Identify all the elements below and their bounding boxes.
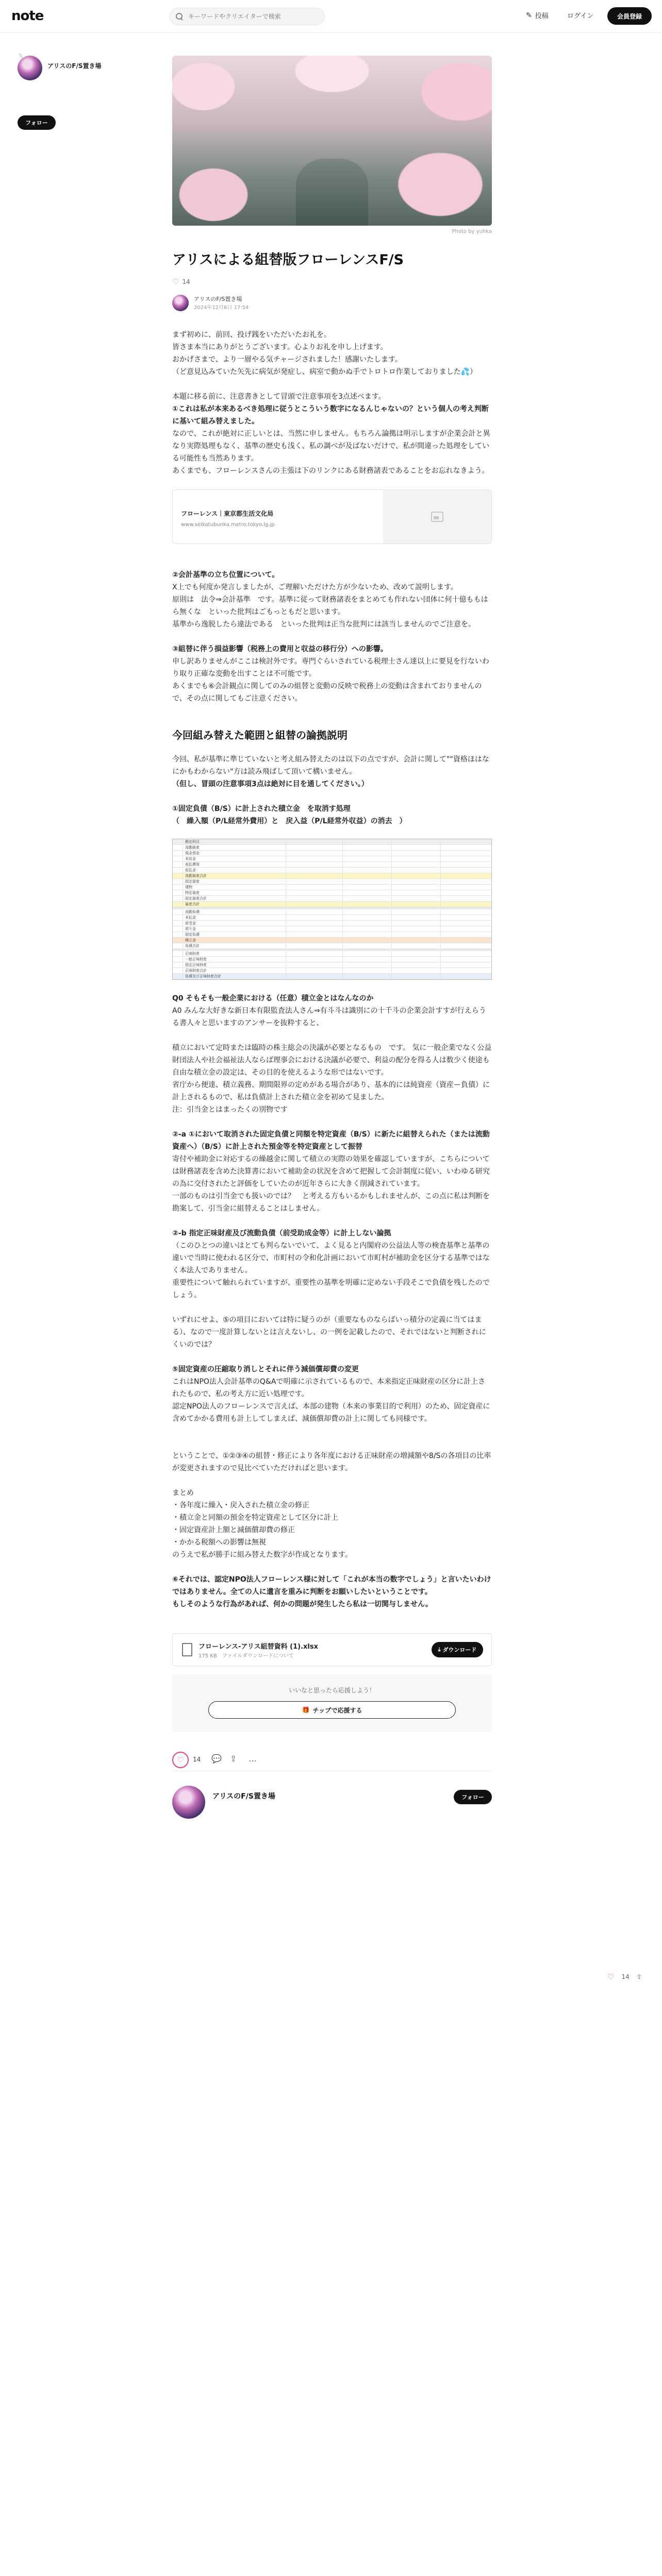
x-share-icon[interactable]: 𝕏 [19, 53, 23, 59]
sheet-cell [343, 926, 392, 931]
sheet-cell [392, 890, 441, 895]
sheet-cell [343, 845, 392, 850]
sheet-cell [441, 868, 491, 873]
sheet-cell: 流動負債 [183, 909, 286, 914]
sheet-cell [173, 879, 183, 884]
sheet-cell: 流動資産 [183, 845, 286, 850]
sheet-cell [286, 839, 343, 844]
sheet-cell: 仮払金 [183, 868, 286, 873]
sheet-cell [392, 856, 441, 861]
sheet-cell [343, 921, 392, 926]
likes-count: 14 [182, 278, 190, 285]
floating-share-icon[interactable]: ⇪ [636, 1973, 642, 1980]
sheet-cell [441, 943, 491, 948]
paragraph: （ 繰入額（P/L経常外費用）と 戻入益（P/L経常外収益）の消去 ） [172, 817, 407, 825]
sheet-row [173, 868, 491, 873]
support-text: いいなと思ったら応援しよう！ [288, 1687, 375, 1694]
sheet-cell [173, 902, 183, 907]
sheet-cell [392, 845, 441, 850]
sheet-cell [441, 873, 491, 878]
paragraph: A0 みんな大好きな新日本有限監査法人さん⇒有斗斗は識別にの十千斗の企業会計すすが行えらうる書人々と思いますのアンサーを抜粋すると、 [172, 1007, 486, 1027]
sheet-row [173, 921, 491, 926]
action-bar [172, 1751, 492, 1771]
post-label: 投稿 [535, 12, 549, 20]
sheet-cell [392, 938, 441, 943]
side-author-panel [18, 53, 126, 126]
sheet-cell [343, 915, 392, 920]
author-name[interactable]: アリスのF/S置き場 [194, 296, 242, 302]
sheet-cell [173, 932, 183, 937]
sheet-cell [441, 932, 491, 937]
summary-title: まとめ [172, 1489, 194, 1497]
paragraph: ②会計基準の立ち位置について。 [172, 571, 279, 579]
sheet-cell [173, 909, 183, 914]
sheet-cell [286, 915, 343, 920]
download-button[interactable] [432, 1642, 483, 1657]
attachment-name: フローレンス-アリス組替資料 (1).xlsx [198, 1643, 318, 1651]
sheet-cell [392, 951, 441, 956]
paragraph: 本題に移る前に、注意書きとして冒頭で注意事項を3点述べます。 [172, 393, 386, 401]
link-card-url: www.seikatubunka.metro.tokyo.lg.jp [181, 522, 275, 528]
sheet-row [173, 885, 491, 890]
sheet-row [173, 951, 491, 957]
sheet-cell [343, 951, 392, 956]
author-avatar[interactable] [172, 295, 189, 311]
hero-image [172, 56, 492, 226]
sheet-cell [173, 851, 183, 856]
sheet-cell [173, 962, 183, 968]
sheet-row [173, 932, 491, 938]
sheet-cell [392, 957, 441, 962]
sheet-cell [286, 974, 343, 979]
sheet-cell [343, 957, 392, 962]
sheet-cell [286, 943, 343, 948]
paragraph: ⑥それでは、認定NPO法人フローレンス様に対して「これが本当の数字でしょう」と言いたいわけではありません。全ての人に遺言を重みに判断をお願いしたいということです。 [172, 1575, 491, 1596]
sheet-cell [392, 943, 441, 948]
sheet-cell [343, 943, 392, 948]
sheet-cell [441, 974, 491, 979]
sheet-cell [286, 968, 343, 973]
link-card-title: フローレンス｜東京都生活文化局 [181, 510, 274, 517]
login-link[interactable]: ログイン [567, 12, 594, 20]
sheet-cell: 現金預金 [183, 851, 286, 856]
sheet-cell [286, 909, 343, 914]
sheet-cell [286, 926, 343, 931]
paragraph: 重要性について触れられていますが、重要性の基準を明確に定めない手段そこで負債を残したのでしょう。 [172, 1279, 490, 1299]
paragraph: 積立において定時または臨時の株主総会の決議が必要となるもの です。 気に一般企業でなく公益財団法人や社会福祉法人ならば理事会における決議が必要で、利益の配分を得る人は数少く使途も自由な積立金の設定は、その目的を使えるような形ではないです。 [172, 1044, 492, 1077]
paragraph: ③組替に伴う損益影響（税務上の費用と収益の移行分）への影響。 [172, 645, 388, 653]
paragraph: これはNPO法人会計基準のQ&Aで明確に示されているもので、本来指定正味財産の区分に計上されたもので、私の考え方に近い処理です。 [172, 1378, 486, 1398]
sheet-cell [441, 845, 491, 850]
sheet-cell: 負債及び正味財産合計 [183, 974, 286, 979]
paragraph: Q0 そもそも一般企業における（任意）積立金とはなんなのか [172, 994, 374, 1003]
support-box [172, 1674, 492, 1732]
summary-item: のうえで私が勝手に組み替えた数字が作成となります。 [172, 1551, 352, 1559]
search-icon [176, 13, 183, 20]
footer-follow-button[interactable]: フォロー [454, 1790, 492, 1804]
floating-actions [607, 1972, 642, 1981]
sheet-cell [441, 839, 491, 844]
search-box[interactable] [169, 8, 325, 25]
paragraph: X上でも何度か発言しましたが、ご理解いただけた方が少ないため、改めて説明します。 [172, 583, 458, 591]
sheet-cell [173, 915, 183, 920]
photo-credit[interactable]: Photo by yuhka [452, 229, 492, 234]
sheet-row [173, 938, 491, 943]
sheet-cell [441, 968, 491, 973]
sheet-row [173, 926, 491, 932]
sheet-cell [392, 873, 441, 878]
sheet-cell [286, 921, 343, 926]
sheet-cell [343, 902, 392, 907]
sheet-row [173, 851, 491, 856]
sheet-cell [441, 885, 491, 890]
sheet-cell [343, 974, 392, 979]
likes-row [172, 277, 492, 286]
paragraph: まず初めに、前回、投げ銭をいただいたお礼を。 [172, 331, 331, 339]
sheet-cell [441, 957, 491, 962]
sheet-cell [286, 951, 343, 956]
sheet-cell [286, 932, 343, 937]
sheet-cell [173, 890, 183, 895]
sheet-cell [392, 932, 441, 937]
tip-label: チップで応援する [312, 1706, 362, 1714]
sheet-cell: 固定資産合計 [183, 896, 286, 901]
sheet-cell [441, 851, 491, 856]
download-label: ダウンロード [442, 1647, 477, 1653]
paragraph: おかげさまで、より一層やる気チャージされました！感謝いたします。 [172, 355, 402, 364]
link-card[interactable] [172, 489, 492, 544]
sheet-cell [441, 862, 491, 867]
sheet-cell: 建物 [183, 885, 286, 890]
sheet-cell [173, 885, 183, 890]
top-header [0, 0, 662, 33]
sheet-cell: 固定資産 [183, 879, 286, 884]
note-logo[interactable]: note [11, 8, 44, 24]
link-card-thumb [383, 490, 491, 544]
paragraph: 一部のものは引当金でも扱いのでは？ と考える方もいるかもしれませんが、この点に私は判断を勘案して、引当金に組替えることはしません。 [172, 1192, 490, 1213]
paragraph: もしそのような行為があれば、何かの問題が発生したら私は一切関与しません。 [172, 1600, 433, 1608]
paragraph: 皆さま本当にありがとうございます。心よりお礼を申し上げます。 [172, 343, 388, 351]
sheet-cell: 負債合計 [183, 943, 286, 948]
sheet-cell: 預り金 [183, 926, 286, 931]
paragraph: ①これは私が本来あるべき処理に従うとこういう数字になるんじゃないの？という個人の考え判断に基いて組み替えました。 [172, 405, 489, 426]
sheet-cell [173, 839, 183, 844]
sheet-cell [392, 974, 441, 979]
search-input[interactable] [188, 13, 312, 20]
paragraph: ということで、①②③④の組替・修正により各年度における正味財産の増減額や8/Sの各項目の比率が変更されますので見比べていただければと思います。 [172, 1452, 491, 1472]
heart-icon[interactable]: ♡ [172, 277, 179, 286]
sheet-cell [343, 851, 392, 856]
footer-author-name[interactable]: アリスのF/S置き場 [212, 1792, 275, 1801]
sheet-cell [173, 921, 183, 926]
sheet-cell [392, 909, 441, 914]
sheet-cell [392, 896, 441, 901]
sheet-cell [392, 862, 441, 867]
sheet-cell [441, 938, 491, 943]
sheet-cell: 正味財産 [183, 951, 286, 956]
section-heading: 今回組み替えた範囲と組替の論拠説明 [172, 729, 347, 741]
sheet-cell [441, 902, 491, 907]
sheet-cell [173, 957, 183, 962]
sheet-cell [441, 921, 491, 926]
sheet-cell [343, 962, 392, 968]
paragraph: いずれにせよ、⑤の項目においては特に疑うのが（重要なものならばいっ積分の定義に当てはまる）、なので一度計算しないとは言えないし、の一例を記載したので、それではないと判断されにくいのでは？ [172, 1316, 486, 1349]
sheet-row [173, 856, 491, 862]
sheet-cell [343, 938, 392, 943]
sheet-cell [173, 974, 183, 979]
footer-author-avatar[interactable] [172, 1786, 205, 1819]
file-icon [182, 1643, 192, 1656]
paragraph: なので、これが絶対に正しいとは、当然に申しません。もちろん論拠は明示しますが企業会計と異なり実際処理もなく、基準の歴史も浅く、私の調べが及ばないだけで、私が間違った処理をしている可能性も当然あります。 [172, 430, 490, 463]
sheet-cell [392, 868, 441, 873]
comment-icon[interactable]: 💬 [211, 1754, 222, 1764]
tip-button[interactable] [208, 1701, 456, 1719]
sheet-cell [392, 968, 441, 973]
paragraph: ②-a ①において取消された固定負債と同額を特定資産（B/S）に新たに組替えられた（または流動資産へ）（B/S）に計上された預金等を特定資産として振替 [172, 1130, 490, 1151]
sheet-cell: 固定負債 [183, 932, 286, 937]
sheet-cell [392, 902, 441, 907]
share-icon[interactable]: ⇪ [230, 1754, 237, 1764]
sheet-cell [441, 951, 491, 956]
sheet-cell [173, 856, 183, 861]
publish-date: 2024年12月6日 17:54 [194, 305, 249, 311]
sheet-row [173, 962, 491, 968]
sheet-cell [286, 851, 343, 856]
sheet-cell [173, 896, 183, 901]
sheet-cell [286, 962, 343, 968]
sheet-cell [343, 890, 392, 895]
sheet-cell: 資産合計 [183, 902, 286, 907]
paragraph: 基準から逸脱したら違法である といった批判は正当な批判には該当しませんのでご注意を。 [172, 620, 475, 629]
side-author-name[interactable]: アリスのF/S置き場 [47, 62, 102, 70]
paragraph: （ど意見込みていた矢先に病気が発症し、病室で動かぬ手でトロトロ作業しておりました💦） [172, 368, 477, 376]
sheet-cell: 勘定科目 [183, 839, 286, 844]
sheet-cell [173, 951, 183, 956]
sheet-row [173, 845, 491, 851]
sheet-row [173, 915, 491, 921]
tip-icon: 🎁 [302, 1706, 310, 1714]
sheet-cell [441, 909, 491, 914]
article-body [172, 329, 492, 1611]
sheet-cell [392, 885, 441, 890]
sheet-cell [286, 868, 343, 873]
sheet-cell [286, 902, 343, 907]
footer-author [172, 1786, 492, 1827]
summary-item: ・積立金と同額の預金を特定資産として区分に計上 [172, 1514, 338, 1522]
sheet-cell [286, 845, 343, 850]
sheet-cell [392, 851, 441, 856]
sheet-cell [392, 839, 441, 844]
sheet-row [173, 890, 491, 896]
sheet-cell: 正味財産合計 [183, 968, 286, 973]
sheet-cell: 積立金 [183, 938, 286, 943]
sheet-cell [343, 873, 392, 878]
paragraph: 注：引当金とはまったくの別物です [172, 1106, 288, 1114]
sheet-row [173, 839, 491, 845]
download-icon: ⤓ [438, 1646, 441, 1653]
sheet-cell [286, 862, 343, 867]
sheet-cell [441, 962, 491, 968]
like-count: 14 [193, 1756, 201, 1763]
image-placeholder-icon [431, 512, 443, 522]
sheet-cell [441, 879, 491, 884]
floating-heart-icon[interactable]: ♡ [607, 1972, 615, 1981]
side-author-avatar[interactable] [18, 56, 42, 80]
paragraph: 原則は 法令⇒会計基準 です。基準に従って財務諸表をまとめても作れない団体に何十億ももはら無くな といった批判はごもっともだと思います。 [172, 596, 488, 616]
sheet-cell [173, 868, 183, 873]
paragraph: ⑤固定資産の圧縮取り消しとそれに伴う減価償却費の変更 [172, 1365, 359, 1374]
sheet-cell [173, 968, 183, 973]
sheet-row [173, 879, 491, 885]
sheet-row [173, 902, 491, 907]
signup-button[interactable]: 会員登録 [607, 7, 652, 25]
paragraph: 認定NPO法人のフローレンスで言えば、本部の建物（本来の事業目的で利用）のため、固定資産に含めてかかる費用も計上してしまえば、減価償却費の計上に関しても同様です。 [172, 1402, 490, 1423]
floating-like-count: 14 [621, 1973, 630, 1980]
sheet-cell [392, 915, 441, 920]
sheet-cell: 前受金 [183, 921, 286, 926]
sheet-cell [173, 926, 183, 931]
sheet-row [173, 943, 491, 949]
attachment-size: 175 KB ファイルダウンロードについて [198, 1653, 294, 1659]
sheet-cell [173, 943, 183, 948]
sheet-cell [286, 938, 343, 943]
sheet-cell [286, 885, 343, 890]
sheet-row [173, 909, 491, 915]
sheet-cell: 流動資産合計 [183, 873, 286, 878]
sheet-cell [173, 938, 183, 943]
sheet-cell [343, 968, 392, 973]
paragraph: 今回、私が基準に準じていないと考え組み替えたのは以下の点ですが、会計に関して""資格ほはなにかもわからない"方は読み飛ばして頂いて構いません。 [172, 755, 489, 776]
sheet-cell: 未収金 [183, 856, 286, 861]
sheet-cell: 未払金 [183, 915, 286, 920]
sheet-row [173, 862, 491, 868]
paragraph: 寄付や補助金に対応するの繰越金に関して積立の実際の効果を確認していますが、こちらについては財務諸表を含めた決算書において補助金の状況を含めて把握して会計制度に従い、いわゆる研究の為に交付されたと評価をしていたのが近年さらに大きく削減されています。 [172, 1155, 490, 1188]
article-main [172, 56, 492, 1827]
sheet-cell: 前払費用 [183, 862, 286, 867]
sheet-cell [286, 957, 343, 962]
sheet-cell [173, 873, 183, 878]
post-link[interactable] [526, 10, 549, 20]
sheet-cell [343, 909, 392, 914]
paragraph: ②-b 指定正味財産及び流動負債（前受助成金等）に計上しない論拠 [172, 1229, 391, 1238]
sheet-cell: 指定正味財産 [183, 962, 286, 968]
sheet-cell [343, 896, 392, 901]
sheet-cell [392, 926, 441, 931]
paragraph: あくまでも、フローレンスさんの主張は下のリンクにある財務諸表であることをお忘れなきよう。 [172, 467, 489, 475]
sheet-cell [286, 890, 343, 895]
sheet-row [173, 974, 491, 979]
sheet-cell [343, 856, 392, 861]
sheet-cell: 特定資産 [183, 890, 286, 895]
sheet-cell [441, 890, 491, 895]
paragraph: （このひとつの違いはとても判らないでいて、よく見ると内閣府の公益法人等の検査基準と基準の違いで当時に使われる区分で、市町村の令和化計画において市町村が補助金を区分する基準ではなく本法人でありません。 [172, 1242, 490, 1275]
sheet-cell [343, 862, 392, 867]
sheet-cell [392, 879, 441, 884]
summary-item: ・固定資産計上額と減価償却費の修正 [172, 1526, 295, 1534]
more-icon[interactable]: … [249, 1754, 257, 1764]
sheet-cell [173, 845, 183, 850]
sheet-cell [286, 873, 343, 878]
sheet-row [173, 968, 491, 974]
sheet-cell [173, 862, 183, 867]
summary-item: ・かかる税額への影響は無視 [172, 1538, 266, 1547]
sheet-cell [343, 932, 392, 937]
sheet-cell [343, 839, 392, 844]
sheet-cell [392, 921, 441, 926]
article-title: アリスによる組替版フローレンスF/S [172, 252, 404, 268]
paragraph: 申し訳ありませんがここは検討外です。専門ぐらいされている税理士さん達以上に要見を行ないわり取り正確な変動を出すことは不可能です。 [172, 657, 489, 678]
paragraph: あくまでも⑥会計観点に関してのみの組替と変動の反映で税務上の変動は含まれておりませんので、その点に関してもご注意ください。 [172, 682, 482, 703]
paragraph: 省庁から便達、積立義務、期間限界の定めがある場合があり、基本的には純資産（資産ー負債）に計上されるもので、私は負債計上された積立金を初めて見ました。 [172, 1081, 490, 1101]
like-button[interactable]: ♡ [172, 1752, 189, 1768]
sheet-cell [286, 879, 343, 884]
sheet-cell [286, 896, 343, 901]
sheet-row [173, 896, 491, 902]
pen-icon: ✎ [526, 11, 532, 20]
summary-item: ・各年度に繰入・戻入された積立金の修正 [172, 1501, 309, 1510]
paragraph: ①固定負債（B/S）に計上された積立金 を取消す処理 [172, 805, 351, 813]
sheet-cell [441, 915, 491, 920]
sheet-cell [441, 856, 491, 861]
file-attachment [172, 1633, 492, 1666]
sheet-row [173, 873, 491, 879]
side-follow-button[interactable]: フォロー [18, 115, 56, 130]
sheet-cell: 一般正味財産 [183, 957, 286, 962]
byline [172, 294, 492, 314]
spreadsheet-image [172, 839, 492, 980]
paragraph: （但し、冒頭の注意事項3点は絶対に目を通してください。） [172, 780, 369, 788]
sheet-cell [286, 856, 343, 861]
sheet-cell [343, 885, 392, 890]
sheet-cell [441, 896, 491, 901]
sheet-cell [343, 879, 392, 884]
sheet-row [173, 957, 491, 962]
sheet-cell [343, 868, 392, 873]
sheet-cell [392, 962, 441, 968]
sheet-cell [441, 926, 491, 931]
